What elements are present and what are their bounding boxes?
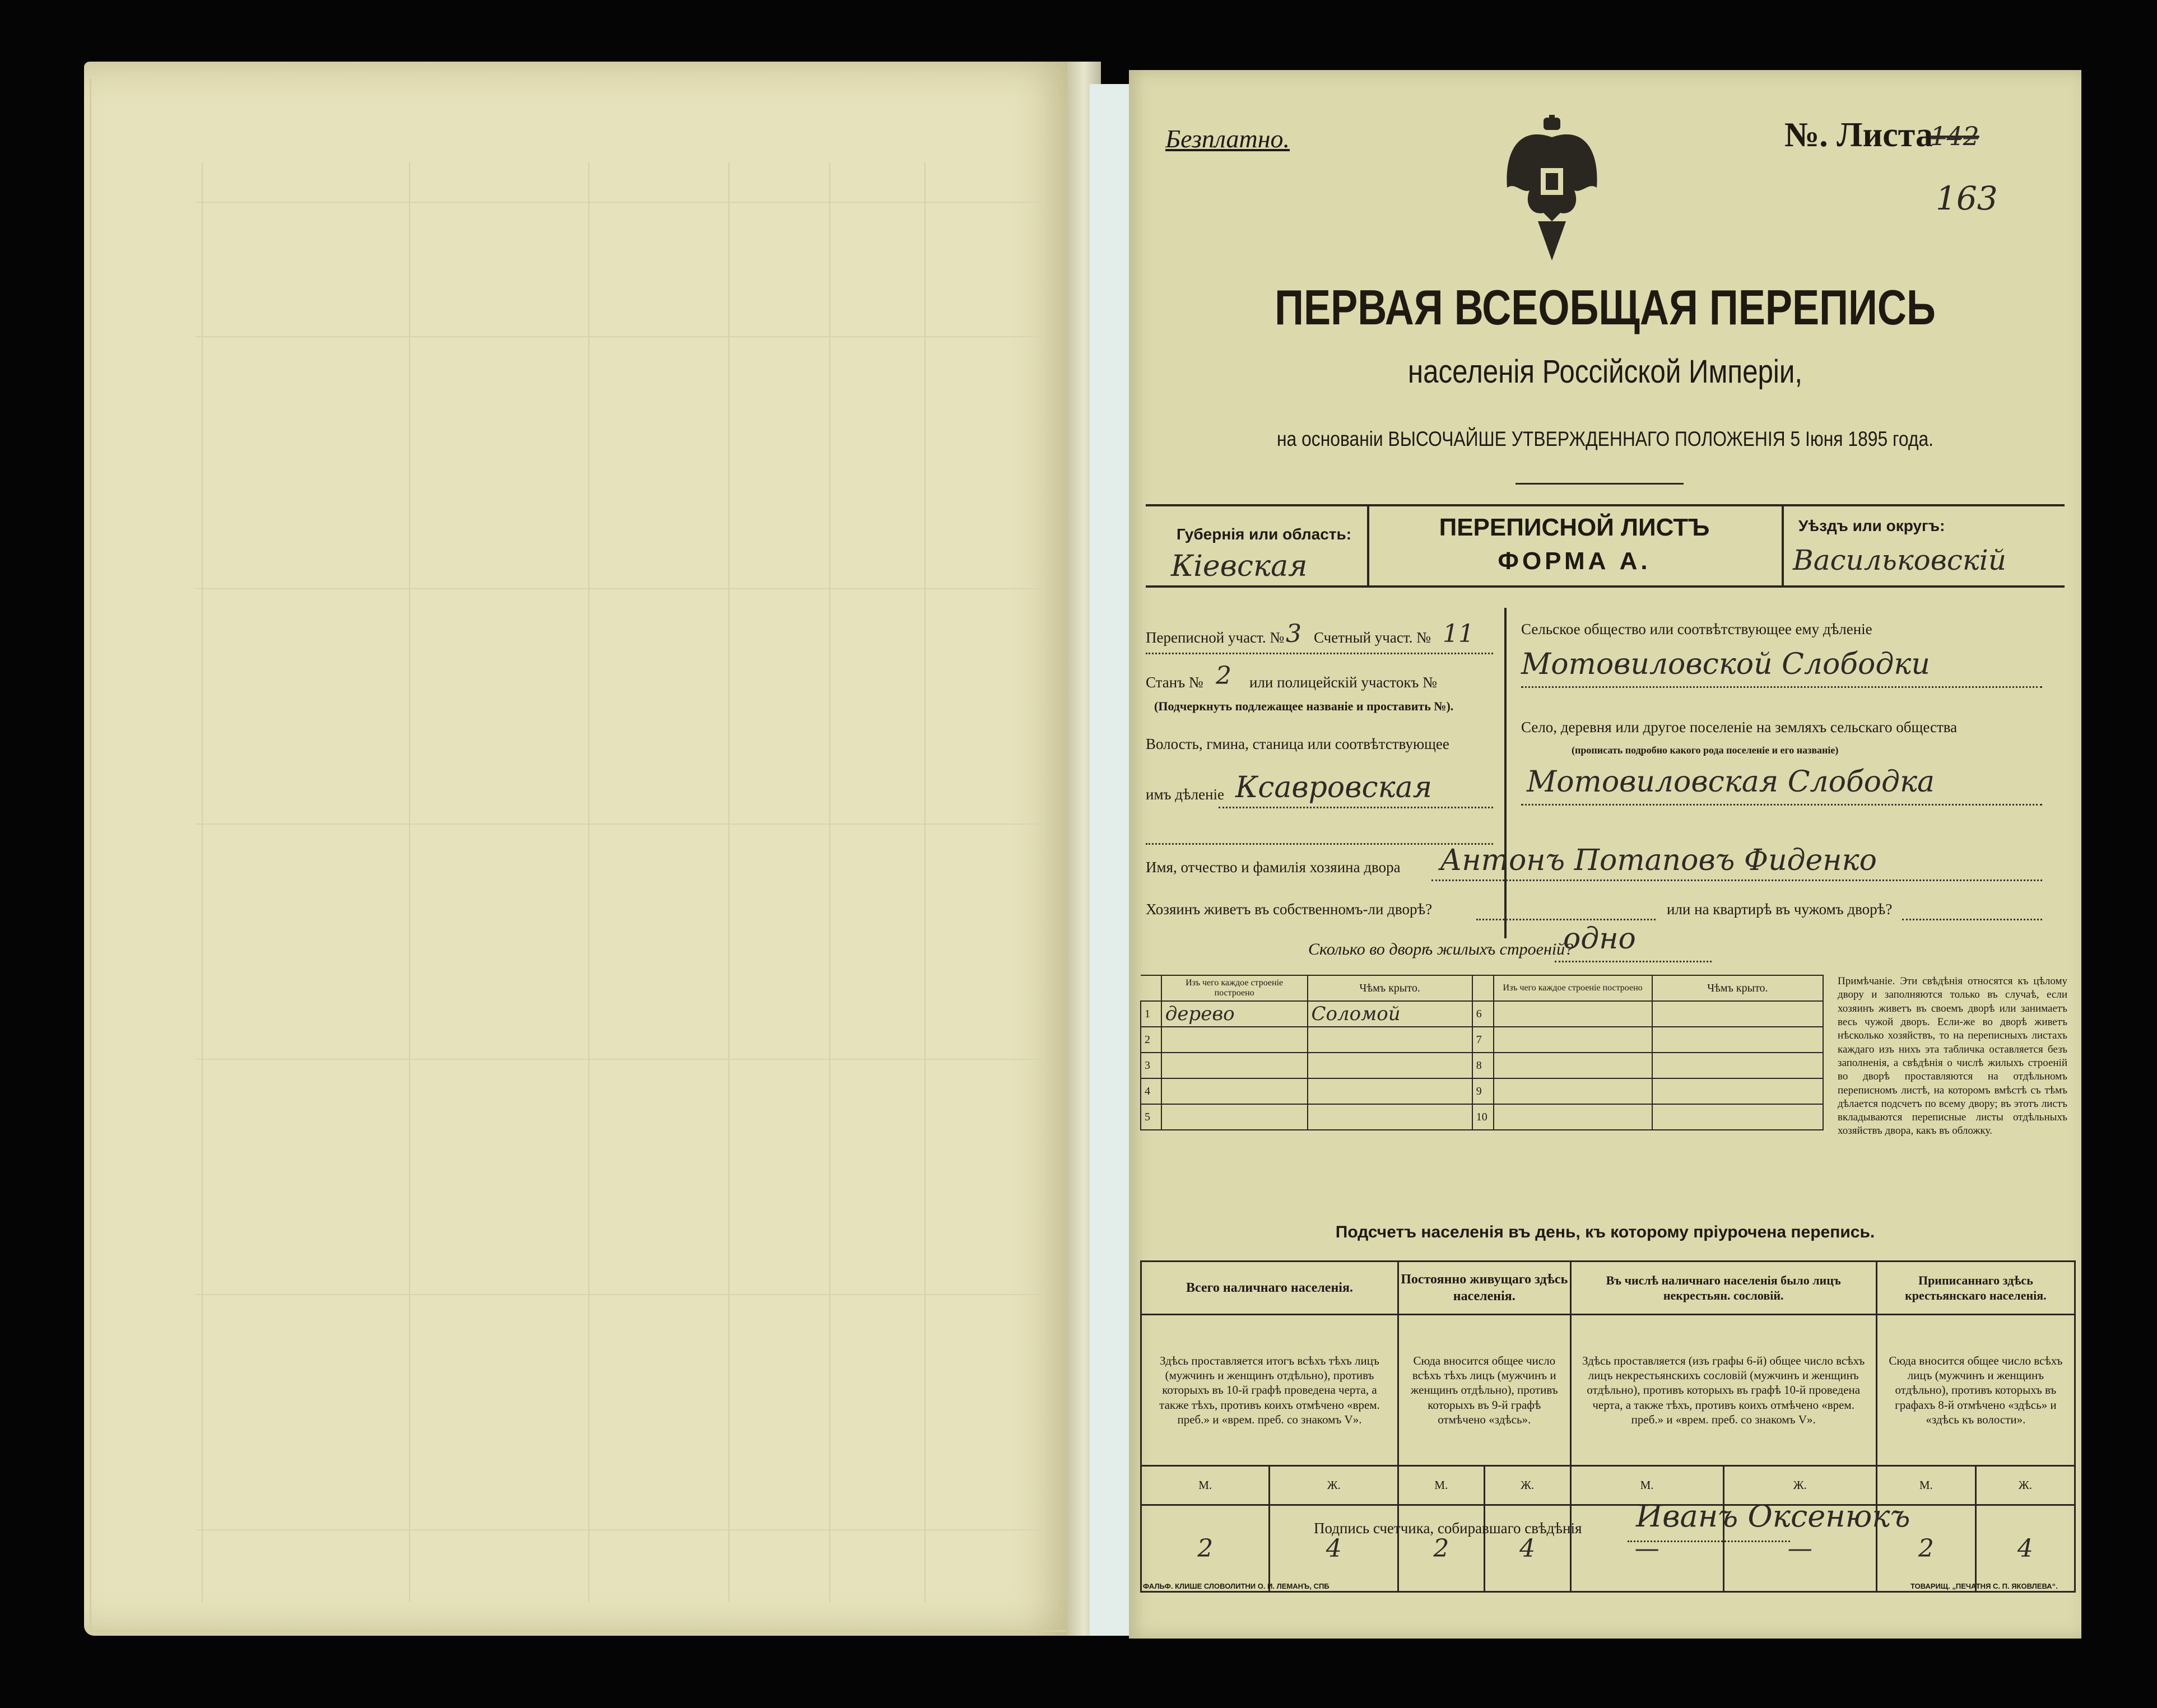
col-roof-header: Чѣмъ крыто. bbox=[1308, 975, 1472, 1001]
pop-value-f-4: 4 bbox=[1975, 1505, 2075, 1592]
pop-value-f-2: 4 bbox=[1484, 1505, 1570, 1592]
row-number: 6 bbox=[1472, 1001, 1494, 1027]
pop-col-desc-2: Сюда вносится общее число всѣхъ тѣхъ лицъ (мужчинъ и женщинъ отдѣльно), противъ которыхъ въ 9-й графѣ отмѣчено «здѣсь». bbox=[1398, 1315, 1570, 1466]
pop-col-title-2: Постоянно живущаго здѣсь населенія. bbox=[1398, 1262, 1570, 1315]
buildings-value: одно bbox=[1563, 922, 1636, 956]
row-number: 10 bbox=[1472, 1104, 1494, 1130]
ruled-line bbox=[196, 1294, 1042, 1295]
province-value: Кіевская bbox=[1171, 550, 1308, 583]
society-label: Сельское общество или соотвѣтствующее ему дѣленіе bbox=[1521, 621, 1872, 637]
ruled-line bbox=[829, 162, 830, 1602]
owner-name-value: Антонъ Потаповъ Фиденко bbox=[1440, 844, 1877, 877]
owner-name-label: Имя, отчество и фамилія хозяина двора bbox=[1146, 859, 1401, 876]
pop-value-m-4: 2 bbox=[1876, 1505, 1975, 1592]
volost-label-2: имъ дѣленіе bbox=[1146, 786, 1225, 803]
census-area-label: Переписной участ. № bbox=[1146, 629, 1285, 646]
buildings-label: Сколько во дворѣ жилыхъ строеній? bbox=[1308, 940, 1574, 958]
box-border bbox=[1146, 504, 2065, 506]
ruled-line bbox=[409, 162, 410, 1602]
sheet-number-crossed: 1̶4̶2̶ bbox=[1930, 121, 1979, 151]
female-header: Ж. bbox=[1270, 1466, 1398, 1505]
fill-line bbox=[1219, 807, 1493, 808]
ruled-line bbox=[588, 162, 589, 1602]
ruled-line bbox=[196, 1059, 1042, 1060]
population-heading: Подсчетъ населенія въ день, къ которому пріурочена перепись. bbox=[1335, 1223, 1875, 1241]
row-number: 8 bbox=[1472, 1053, 1494, 1078]
ruled-line bbox=[196, 1529, 1042, 1530]
owner-lives-label: Хозяинъ живетъ въ собственномъ-ли дворѣ? bbox=[1146, 901, 1433, 918]
ruled-line bbox=[728, 162, 729, 1602]
pop-col-desc-3: Здѣсь проставляется (изъ графы 6-й) общее число всѣхъ лицъ некрестьянскихъ сословій (мужчинъ и женщинъ отдѣльно), противъ которыхъ въ графѣ 10-й проведена черта, а также тѣхъ, противъ коихъ отмѣчено «врем. преб.» и «врем. преб. со знакомъ V». bbox=[1570, 1315, 1876, 1466]
census-area-value: 3 bbox=[1286, 620, 1301, 648]
section-divider bbox=[1504, 608, 1507, 938]
male-header: М. bbox=[1141, 1466, 1270, 1505]
sheet-number-label: №. Листа bbox=[1784, 116, 1933, 154]
row1-material: дерево bbox=[1161, 1001, 1308, 1027]
right-imprint: ТОВАРИЩ. „ПЕЧАТНЯ С. П. ЯКОВЛЕВА“. bbox=[1910, 1582, 2058, 1590]
row-number: 5 bbox=[1141, 1104, 1161, 1130]
pop-value-f-3: — bbox=[1723, 1505, 1876, 1592]
pop-value-m-1: 2 bbox=[1141, 1505, 1270, 1592]
village-value: Мотовиловская Слободка bbox=[1527, 765, 1935, 799]
population-table bbox=[1140, 1260, 2076, 1593]
fill-line bbox=[1431, 879, 2042, 881]
col-material-header: Изъ чего каждое строеніе построено bbox=[1161, 975, 1308, 1001]
row1-roof: Соломой bbox=[1308, 1001, 1472, 1027]
underline-hint: (Подчеркнуть подлежащее названіе и проставить №). bbox=[1154, 699, 1454, 713]
village-hint: (прописать подробно какого рода поселеніе и его названіе) bbox=[1572, 744, 1839, 756]
pop-col-title-4: Приписаннаго здѣсь крестьянскаго населенія. bbox=[1876, 1262, 2075, 1315]
counting-area-value: 11 bbox=[1443, 620, 1474, 648]
form-basis-line: на основаніи ВЫСОЧАЙШЕ УТВЕРЖДЕННАГО ПОЛОЖЕНІЯ 5 Іюня 1895 года. bbox=[1276, 427, 1934, 450]
counting-area-label: Счетный участ. № bbox=[1314, 629, 1431, 646]
box-border bbox=[1367, 504, 1369, 585]
row-number: 2 bbox=[1141, 1027, 1161, 1053]
row-number: 9 bbox=[1472, 1078, 1494, 1104]
pop-col-title-3: Въ числѣ наличнаго населенія было лицъ некрестьян. сословій. bbox=[1570, 1262, 1876, 1315]
ruled-line bbox=[196, 336, 1042, 337]
fill-line bbox=[1521, 804, 2042, 806]
pop-col-desc-1: Здѣсь проставляется итогъ всѣхъ тѣхъ лицъ (мужчинъ и женщинъ отдѣльно), противъ которыхъ въ 10-й графѣ проведена черта, а также тѣхъ, противъ коихъ отмѣчено «врем. преб.» и «врем. преб. со знакомъ V». bbox=[1141, 1315, 1398, 1466]
district-value: Васильковскій bbox=[1793, 544, 2006, 576]
form-main-title: ПЕРВАЯ ВСЕОБЩАЯ ПЕРЕПИСЬ bbox=[1275, 280, 1936, 335]
buildings-table bbox=[1140, 975, 1824, 1130]
male-header: М. bbox=[1876, 1466, 1975, 1505]
col-material-header: Изъ чего каждое строеніе построено bbox=[1494, 975, 1652, 1001]
ruled-line bbox=[924, 162, 926, 1602]
row-number: 7 bbox=[1472, 1027, 1494, 1053]
pop-value-m-3: — bbox=[1570, 1505, 1723, 1592]
imperial-eagle-icon bbox=[1499, 115, 1605, 266]
stan-value: 2 bbox=[1216, 662, 1231, 690]
free-label: Безплатно. bbox=[1165, 124, 1290, 153]
female-header: Ж. bbox=[1484, 1466, 1570, 1505]
form-title-line1: ПЕРЕПИСНОЙ ЛИСТЪ bbox=[1439, 514, 1710, 541]
ruled-line bbox=[196, 823, 1042, 825]
male-header: М. bbox=[1398, 1466, 1484, 1505]
society-value: Мотовиловской Слободки bbox=[1521, 648, 1930, 681]
female-header: Ж. bbox=[1975, 1466, 2075, 1505]
village-label: Село, деревня или другое поселеніе на земляхъ сельскаго общества bbox=[1521, 719, 1958, 736]
row-number: 1 bbox=[1141, 1001, 1161, 1027]
police-label: или полицейскій участокъ № bbox=[1249, 674, 1437, 691]
province-label: Губернія или область: bbox=[1177, 525, 1352, 543]
row-number: 4 bbox=[1141, 1078, 1161, 1104]
owner-rent-label: или на квартирѣ въ чужомъ дворѣ? bbox=[1667, 901, 1893, 918]
box-border bbox=[1782, 504, 1784, 585]
left-page-blank bbox=[84, 62, 1076, 1636]
fill-line bbox=[1476, 919, 1656, 920]
fill-line bbox=[1555, 961, 1712, 962]
pop-col-desc-4: Сюда вносится общее число всѣхъ лицъ (мужчинъ и женщинъ отдѣльно), противъ которыхъ въ графахъ 8-й отмѣчено «здѣсь» и «здѣсь къ волости». bbox=[1876, 1315, 2075, 1466]
fill-line bbox=[1521, 686, 2042, 688]
buildings-note: Примѣчаніе. Эти свѣдѣнія относятся къ цѣлому двору и заполняются только въ случаѣ, если хозяинъ живетъ въ своемъ дворѣ или занимаетъ весь чужой дворъ. Если-же во дворѣ живетъ нѣсколько хозяйствъ, то на переписныхъ листахъ каждаго изъ нихъ эта табличка оставляется безъ заполненія, а свѣдѣнія о числѣ жилыхъ строеній во дворѣ проставляются на отдѣльномъ переписномъ листѣ, на которомъ вмѣстѣ съ тѣмъ дѣлается подсчетъ по всему двору; въ этотъ листъ вкладываются переписные листы отдѣльныхъ хозяйствъ двора, какъ въ обложку. bbox=[1838, 975, 2067, 1137]
ornament-divider bbox=[1516, 483, 1684, 485]
pop-value-f-1: 4 bbox=[1270, 1505, 1398, 1592]
district-label: Уѣздъ или округъ: bbox=[1798, 517, 1945, 534]
fill-line bbox=[1146, 653, 1493, 654]
ruled-line bbox=[196, 202, 1042, 203]
pop-value-m-2: 2 bbox=[1398, 1505, 1484, 1592]
volost-label: Волость, гмина, станица или соотвѣтствующее bbox=[1146, 736, 1449, 752]
col-roof-header: Чѣмъ крыто. bbox=[1652, 975, 1823, 1001]
pop-col-title-1: Всего наличнаго населенія. bbox=[1141, 1262, 1398, 1315]
signature-value: Иванъ Оксенюкъ bbox=[1636, 1498, 1910, 1534]
volost-value: Ксавровская bbox=[1235, 771, 1433, 804]
male-header: М. bbox=[1570, 1466, 1723, 1505]
sheet-number-new: 163 bbox=[1936, 179, 1998, 217]
row-number: 3 bbox=[1141, 1053, 1161, 1078]
form-subtitle: населенія Россійской Имперіи, bbox=[1407, 353, 1803, 390]
box-border bbox=[1146, 585, 2065, 588]
fill-line bbox=[1902, 919, 2042, 920]
fill-line bbox=[1628, 1541, 1790, 1542]
page-stack-edge bbox=[90, 78, 1066, 1632]
stan-label: Станъ № bbox=[1146, 674, 1203, 691]
signature-label: Подпись счетчика, собиравшаго свѣдѣнія bbox=[1314, 1520, 1582, 1537]
form-title-line2: ФОРМА А. bbox=[1498, 547, 1651, 575]
census-form-page bbox=[1129, 70, 2081, 1639]
left-imprint: ФАЛЬФ. КЛИШЕ СЛОВОЛИТНИ О. И. ЛЕМАНЪ, СПБ bbox=[1143, 1582, 1329, 1590]
ruled-line bbox=[202, 162, 203, 1602]
female-header: Ж. bbox=[1723, 1466, 1876, 1505]
ruled-line bbox=[196, 588, 1042, 589]
